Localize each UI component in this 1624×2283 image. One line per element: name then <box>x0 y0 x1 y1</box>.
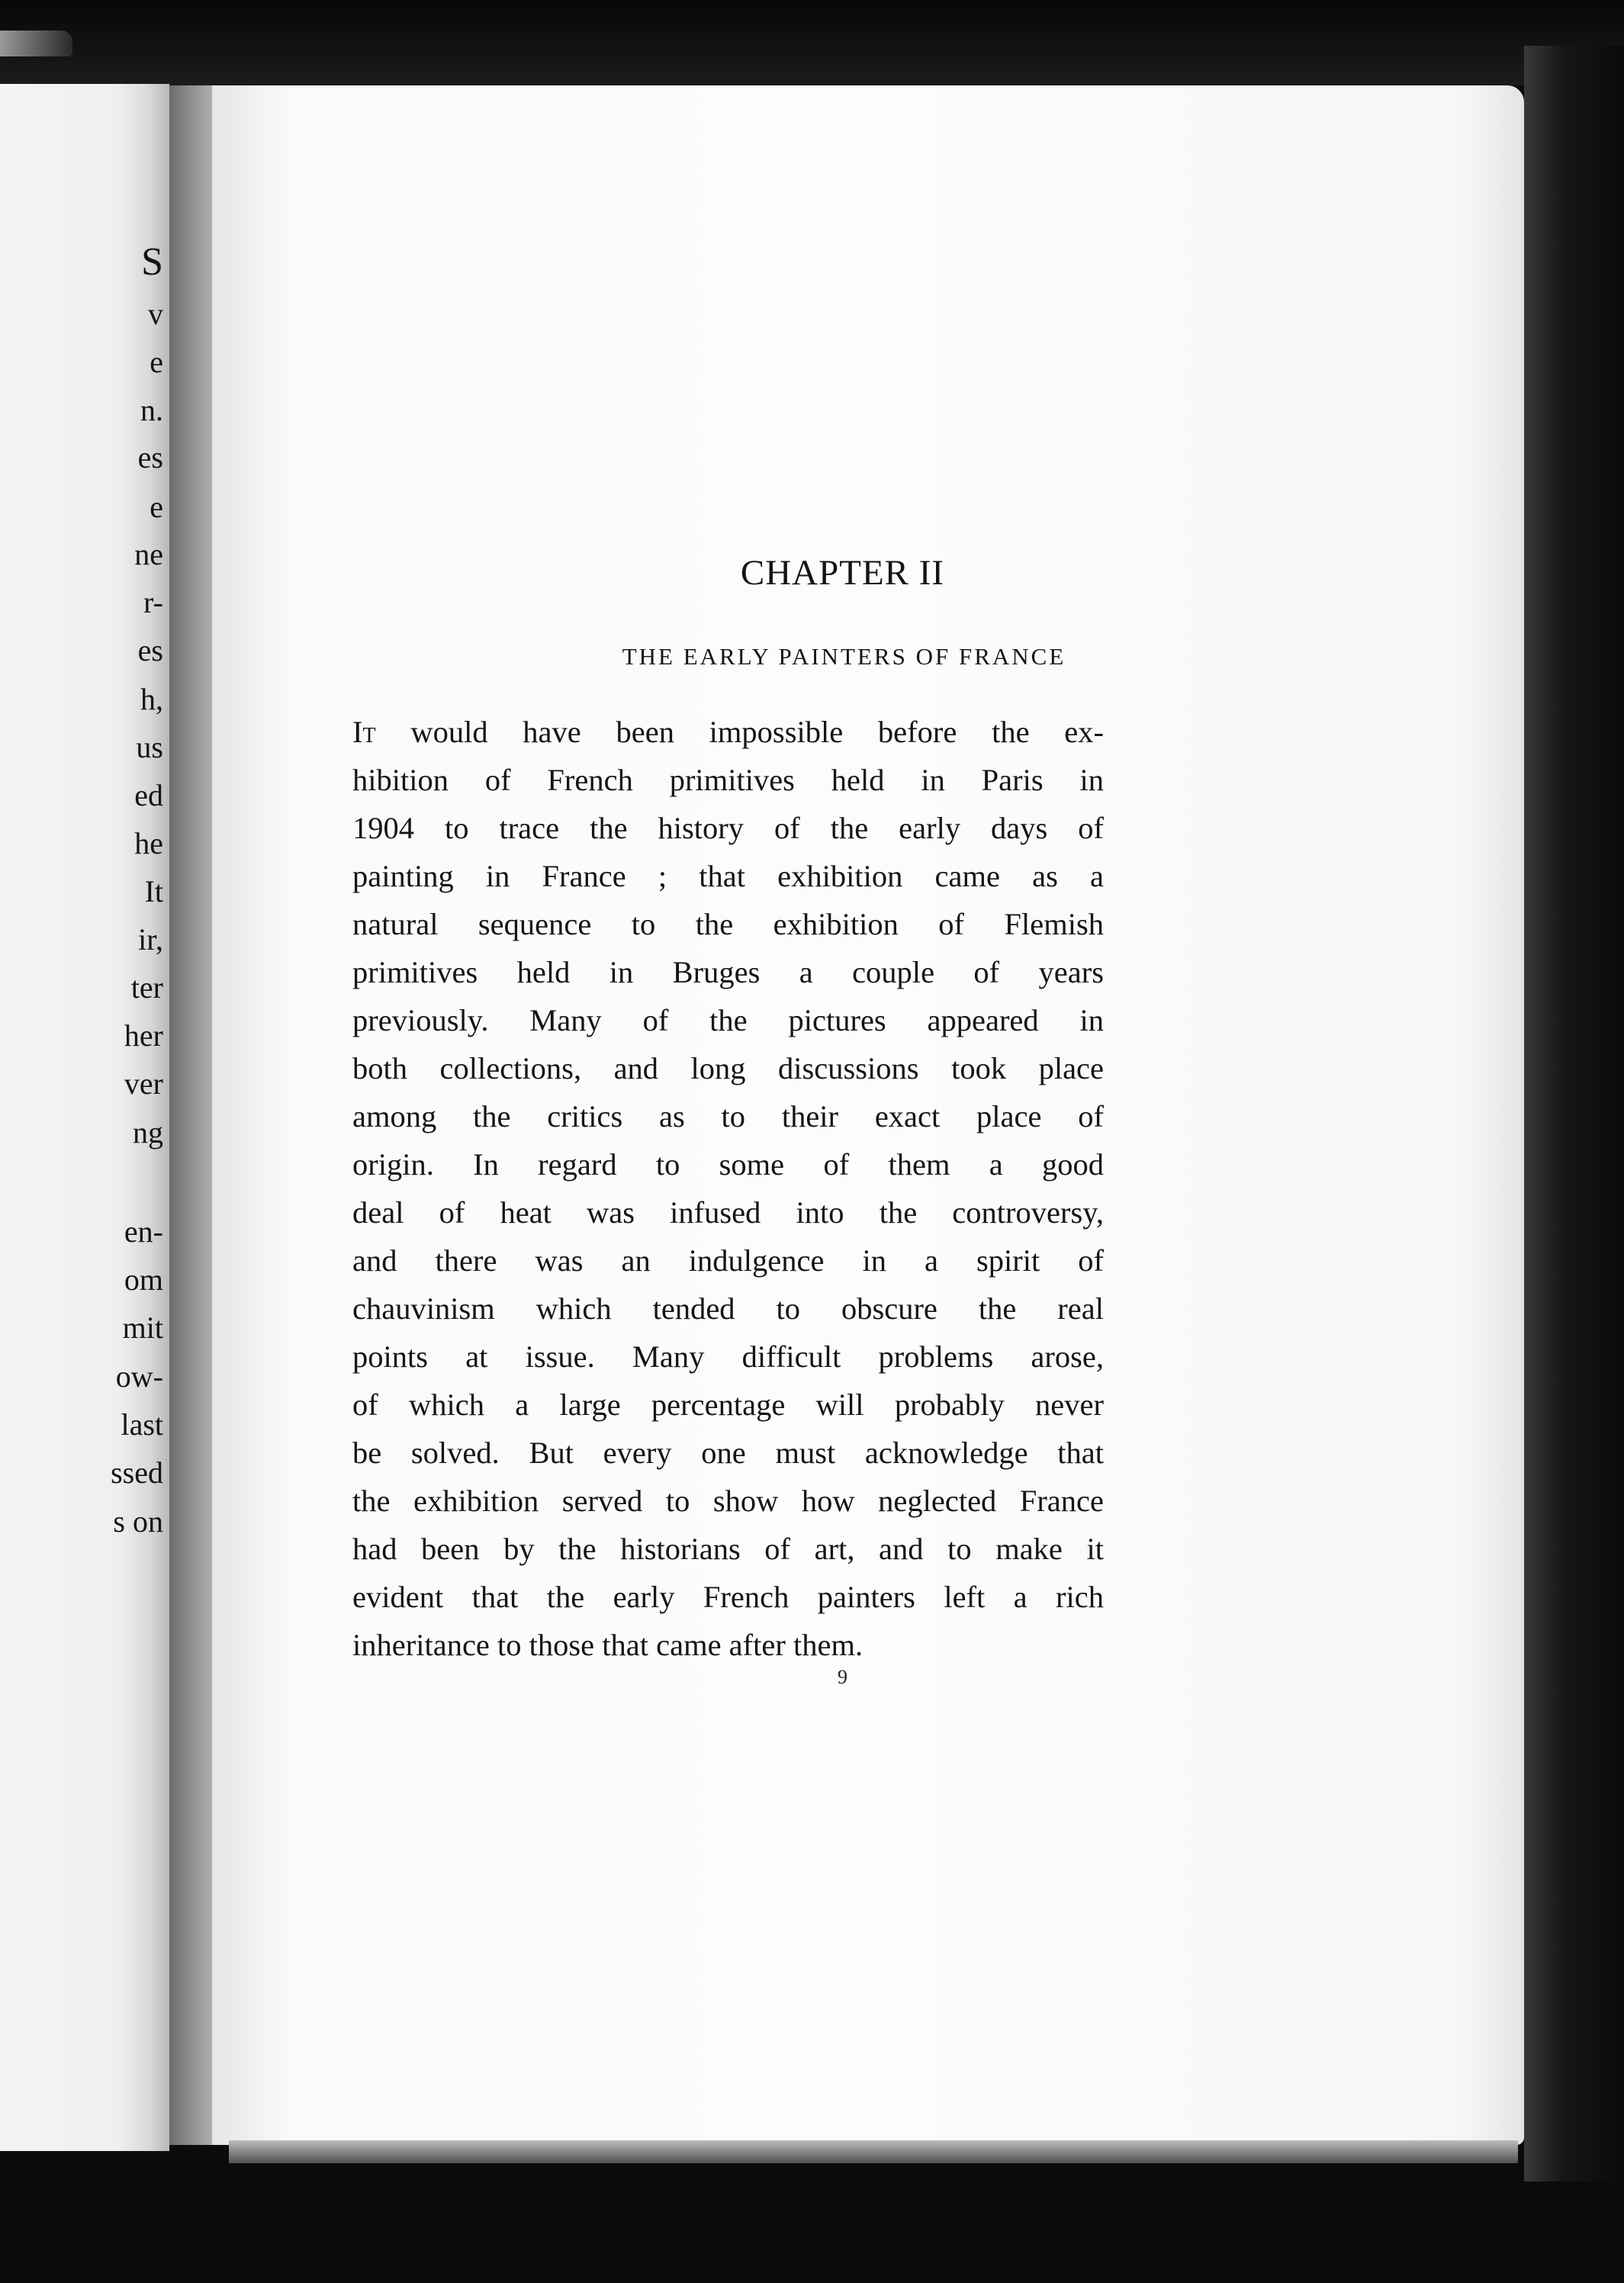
body-line: the exhibition served to show how neglected France <box>352 1484 1104 1518</box>
left-page-fragment: ng <box>133 1115 163 1150</box>
scan-top-background <box>0 0 1624 85</box>
previous-page-corner <box>0 31 72 56</box>
left-page-fragment: en- <box>124 1214 163 1249</box>
left-page-fragment: h, <box>140 682 163 716</box>
scan-right-background <box>1524 46 1624 2182</box>
body-line: primitives held in Bruges a couple of years <box>352 955 1104 989</box>
left-page-fragment: e <box>150 345 163 379</box>
left-page-fragment: ver <box>124 1066 163 1101</box>
body-line: hibition of French primitives held in Paris in <box>352 763 1104 797</box>
left-page-fragment: n. <box>140 393 163 427</box>
chapter-subtitle: THE EARLY PAINTERS OF FRANCE <box>622 643 1066 670</box>
left-page-fragment: her <box>124 1018 163 1053</box>
body-line <box>352 708 1104 756</box>
left-facing-page <box>0 84 169 2151</box>
body-line: both collections, and long discussions took place <box>352 1051 1104 1085</box>
drop-word: It <box>352 715 376 749</box>
left-page-fragment: es <box>137 440 163 474</box>
body-line: of which a large percentage will probably never <box>352 1387 1104 1422</box>
left-page-fragment: s on <box>113 1504 163 1539</box>
left-page-fragment: ter <box>130 970 163 1005</box>
body-line: natural sequence to the exhibition of Flemish <box>352 907 1104 941</box>
page-bottom-edge <box>229 2140 1518 2163</box>
left-page-fragment: ssed <box>111 1455 163 1490</box>
body-line: and there was an indulgence in a spirit of <box>352 1243 1104 1278</box>
body-paragraph <box>352 708 1104 1669</box>
body-line: evident that the early French painters left a rich <box>352 1580 1104 1614</box>
body-line: deal of heat was infused into the controversy, <box>352 1195 1104 1230</box>
left-page-fragment: ed <box>134 778 163 812</box>
body-line: be solved. But every one must acknowledge that <box>352 1436 1104 1470</box>
body-line: 1904 to trace the history of the early days of <box>352 811 1104 845</box>
body-line: previously. Many of the pictures appeared in <box>352 1003 1104 1037</box>
left-page-fragment: mit <box>122 1310 163 1345</box>
left-page-fragment: om <box>124 1262 163 1297</box>
body-line-text: would have been impossible before the ex- <box>375 715 1104 749</box>
body-line: inheritance to those that came after them. <box>352 1628 863 1662</box>
left-page-fragment: es <box>137 633 163 667</box>
left-page-fragment: ow- <box>115 1359 163 1394</box>
body-line: chauvinism which tended to obscure the real <box>352 1291 1104 1326</box>
body-line: points at issue. Many difficult problems arose, <box>352 1339 1104 1374</box>
left-page-fragment: he <box>134 826 163 860</box>
left-page-fragment: us <box>136 730 163 764</box>
page-number: 9 <box>838 1666 847 1688</box>
left-page-fragment: last <box>121 1407 163 1442</box>
body-line: painting in France ; that exhibition came as a <box>352 859 1104 893</box>
left-page-fragment: e <box>150 490 163 524</box>
left-page-fragment: r- <box>143 585 163 619</box>
left-page-fragment: S <box>141 240 163 284</box>
body-line: origin. In regard to some of them a good <box>352 1147 1104 1182</box>
body-line: had been by the historians of art, and to make it <box>352 1532 1104 1566</box>
left-page-fragment: It <box>144 874 163 908</box>
left-page-fragment: ir, <box>138 922 163 957</box>
left-page-fragment: ne <box>134 537 163 571</box>
body-line: among the critics as to their exact place of <box>352 1099 1104 1133</box>
chapter-heading: CHAPTER II <box>740 553 945 593</box>
left-page-fragment: v <box>148 297 163 331</box>
